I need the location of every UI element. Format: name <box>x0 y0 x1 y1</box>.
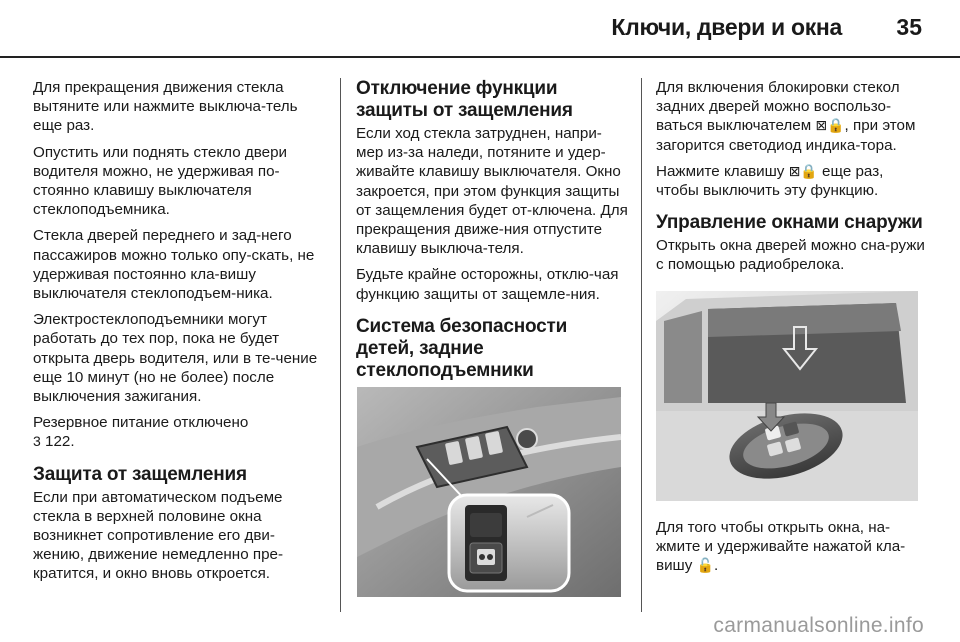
section-heading: Система безопасности детей, задние стеклоподъемники <box>356 315 568 381</box>
paragraph: Стекла дверей переднего и зад-него пассажиров можно только опу-скать, не удерживая постоянно кла-вишу выключателя стеклоподъем-ника. <box>33 227 315 303</box>
paragraph: Для прекращения движения стекла вытяните или нажмите выключа-тель еще раз. <box>33 79 298 135</box>
watermark: carmanualsonline.info <box>713 614 924 637</box>
remote-key-illustration <box>656 291 918 501</box>
paragraph-text: Резервное питание отключено <box>33 414 249 432</box>
column-middle <box>356 78 628 384</box>
page-reference-link[interactable]: 122. <box>45 433 75 451</box>
page-reference-icon: 3 <box>33 433 41 450</box>
paragraph: Будьте крайне осторожны, отклю-чая функцию защиты от защемле-ния. <box>356 266 619 303</box>
paragraph: Открыть окна дверей можно сна-ружи с помощью радиобрелока. <box>656 237 925 274</box>
paragraph-text: Для того чтобы открыть окна, на-жмите и удерживайте нажатой кла-вишу <box>656 519 906 575</box>
paragraph: Электростеклоподъемники могут работать до тех пор, пока не будет открыта дверь водителя, или в те-чение еще 10 минут (но не более) после выключения зажигания. <box>33 311 318 406</box>
paragraph-text: Для включения блокировки стекол задних дверей можно воспользо-ваться выключателем <box>656 79 900 135</box>
paragraph <box>656 162 928 200</box>
car-window-drawing <box>656 291 918 501</box>
window-switch-illustration <box>357 387 621 597</box>
column-right-bottom <box>656 518 928 583</box>
child-lock-icon: ⊠🔒 <box>788 162 818 179</box>
paragraph <box>656 518 928 576</box>
paragraph-reference <box>33 413 325 451</box>
unlock-icon: 🔓 <box>696 557 715 574</box>
paragraph-text: Нажмите клавишу <box>656 162 785 180</box>
paragraph: Если при автоматическом подъеме стекла в верхней половине окна возникнет сопротивление его дви-жению, движение немедленно пре-кратится, и окно вновь откроется. <box>33 488 284 583</box>
column-left <box>33 78 325 591</box>
header-rule <box>0 56 960 58</box>
child-lock-icon: ⊠🔒 <box>815 117 845 134</box>
page-header <box>0 0 960 58</box>
paragraph <box>656 78 928 155</box>
section-heading: Защита от защемления <box>33 463 247 485</box>
section-title: Ключи, двери и окна <box>611 14 842 40</box>
column-divider <box>340 78 341 612</box>
section-heading: Отключение функции защиты от защемления <box>356 78 573 121</box>
page-number: 35 <box>896 14 922 40</box>
section-heading: Управление окнами снаружи <box>656 212 923 234</box>
paragraph-text: . <box>714 557 719 575</box>
paragraph-text: еще раз, чтобы выключить эту функцию. <box>656 162 884 200</box>
door-panel-drawing <box>357 387 621 597</box>
paragraph: Опустить или поднять стекло двери водителя можно, не удерживая по-стоянно клавишу выключателя стеклоподъемника. <box>33 143 288 219</box>
column-divider <box>641 78 642 612</box>
paragraph: Если ход стекла затруднен, напри-мер из-за наледи, потяните и удер-живайте клавишу выключателя. Окно закроется, при этом функция защиты от защемления будет от-ключена. Для прекращения движе-ния отпустите клавишу выключа-теля. <box>356 125 628 258</box>
paragraph-text: , при этом загорится светодиод индика-тора. <box>656 117 916 154</box>
column-right <box>656 78 928 282</box>
